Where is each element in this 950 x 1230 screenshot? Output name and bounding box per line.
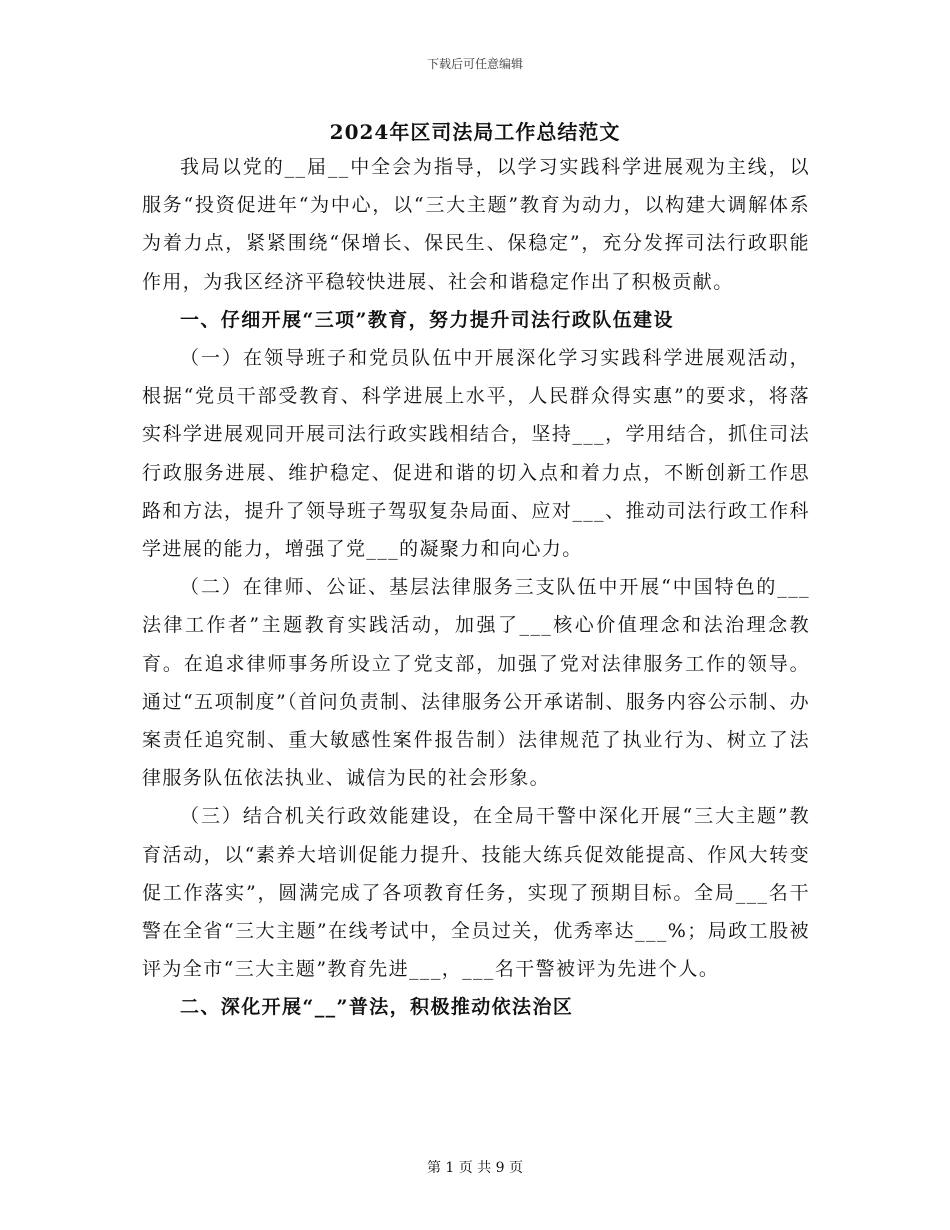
- page-header-note: 下载后可任意编辑: [426, 57, 523, 71]
- section-1-paragraph-1: （一）在领导班子和党员队伍中开展深化学习实践科学进展观活动，根据“党员干部受教育、科学进展上水平，人民群众得实惠”的要求，将落实科学进展观同开展司法行政实践相结合，坚持___，学用结合，抓住司法行政服务进展、维护稳定、促进和谐的切入点和着力点，不断创新工作思路和方法，提升了领导班子驾驭复杂局面、应对___、推动司法行政工作科学进展的能力，增强了党___的凝聚力和向心力。: [142, 347, 810, 561]
- section-1-paragraph-2: （二）在律师、公证、基层法律服务三支队伍中开展“中国特色的___法律工作者”主题教育实践活动，加强了___核心价值理念和法治理念教育。在追求律师事务所设立了党支部，加强了党对法律服务工作的领导。通过“五项制度”（首问负责制、法律服务公开承诺制、服务内容公示制、办案责任追究制、重大敏感性案件报告制）法律规范了执业行为、树立了法律服务队伍依法执业、诚信为民的社会形象。: [142, 576, 810, 790]
- intro-paragraph: 我局以党的__届__中全会为指导，以学习实践科学进展观为主线，以服务“投资促进年“为中心，以“三大主题”教育为动力，以构建大调解体系为着力点，紧紧围绕“保增长、保民生、保稳定”，充分发挥司法行政职能作用，为我区经济平稳较快进展、社会和谐稳定作出了积极贡献。: [142, 156, 810, 293]
- section-1-paragraph-3: （三）结合机关行政效能建设，在全局干警中深化开展“三大主题”教育活动，以“素养大培训促能力提升、技能大练兵促效能提高、作风大转变促工作落实”，圆满完成了各项教育任务，实现了预期目标。全局___名干警在全省“三大主题”在线考试中，全员过关，优秀率达___%；局政工股被评为全市“三大主题”教育先进___，___名干警被评为先进个人。: [142, 805, 810, 981]
- section-1-heading: 一、仔细开展“三项”教育，努力提升司法行政队伍建设: [180, 308, 674, 331]
- document-body: [142, 148, 810, 1027]
- section-2-heading: 二、深化开展“__”普法，积极推动依法治区: [180, 996, 574, 1019]
- document-title: 2024年区司法局工作总结范文: [329, 120, 621, 144]
- page-number: 第 1 页 共 9 页: [426, 1160, 524, 1176]
